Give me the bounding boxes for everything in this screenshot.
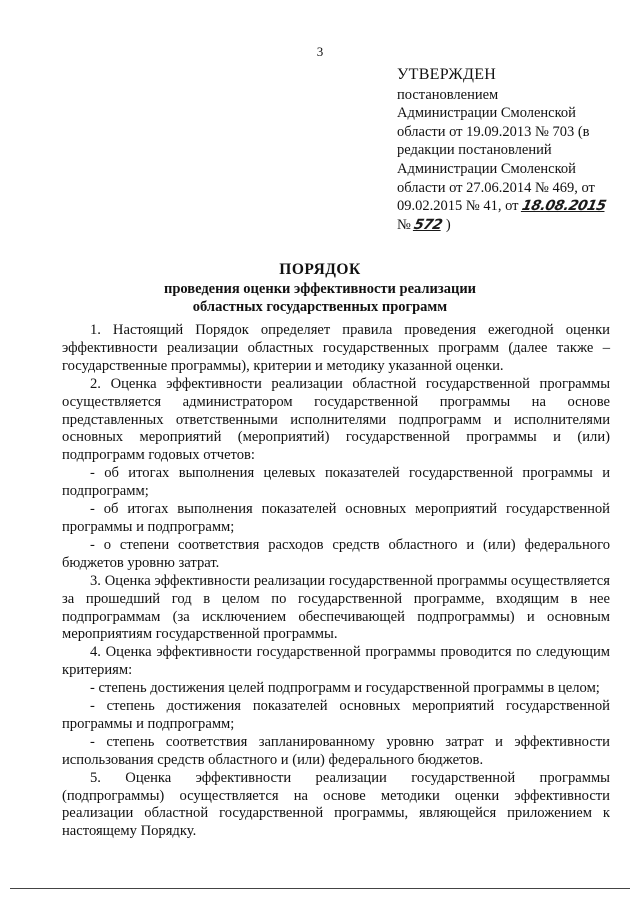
document-body bbox=[62, 322, 610, 841]
approval-heading: УТВЕРЖДЕН bbox=[397, 66, 497, 83]
approval-line-dated bbox=[397, 197, 627, 216]
approval-line: постановлением bbox=[397, 86, 499, 103]
paragraph-3: 3. Оценка эффективности реализации государственной программы осуществляется за прошедший год в целом по государственной программе, входящим в нее подпрограммам (за исключением обеспечивающей подпрограммы) и основным мероприятиям государственной программы. bbox=[62, 572, 610, 643]
number-sign: № bbox=[397, 216, 415, 233]
approval-line: области от 27.06.2014 № 469, от bbox=[397, 179, 595, 196]
paragraph-5: 5. Оценка эффективности реализации государственной программы (подпрограммы) осуществляется на основе методики оценки эффективности реализации областной государственной программы, являющейся приложением к настоящему Порядку. bbox=[62, 769, 610, 840]
approval-line: редакции постановлений bbox=[397, 142, 552, 159]
page-bottom-divider bbox=[10, 888, 630, 889]
document-subtitle-line: областных государственных программ bbox=[192, 299, 448, 315]
handwritten-number: 572 bbox=[412, 216, 444, 233]
approval-line-numbered bbox=[397, 216, 627, 235]
handwritten-date: 18.08.2015 bbox=[520, 198, 608, 215]
approval-line: области от 19.09.2013 № 703 (в bbox=[397, 123, 590, 140]
paragraph-2: 2. Оценка эффективности реализации областной государственной программы осуществляется администратором государственной программы на основе представленных ответственными исполнителями подпрограмм и исполнителями основных мероприятий (мероприятий) государственной программы и (или) подпрограмм годовых отчетов: bbox=[62, 375, 610, 464]
paragraph-4-item: - степень достижения целей подпрограмм и государственной программы в целом; bbox=[90, 680, 600, 697]
document-title-block bbox=[0, 260, 640, 316]
closing-paren: ) bbox=[442, 216, 451, 233]
paragraph-4-item: - степень соответствия запланированному уровню затрат и эффективности использования средств областного и (или) федерального бюджетов. bbox=[62, 733, 610, 768]
paragraph-1: 1. Настоящий Порядок определяет правила проведения ежегодной оценки эффективности реализации областных государственных программ (далее также – государственные программы), критерии и методику указанной оценки. bbox=[62, 322, 610, 374]
approval-line: Администрации Смоленской bbox=[397, 105, 576, 122]
document-subtitle-line: проведения оценки эффективности реализации bbox=[163, 281, 477, 297]
approval-line-prefix: 09.02.2015 № 41, от bbox=[397, 198, 523, 215]
page-number: 3 bbox=[316, 44, 324, 59]
document-title: ПОРЯДОК bbox=[279, 261, 361, 278]
paragraph-4-item: - степень достижения показателей основных мероприятий государственной программы и подпрограмм; bbox=[62, 698, 610, 732]
paragraph-2-item: - об итогах выполнения показателей основных мероприятий государственной программы и подпрограмм; bbox=[62, 501, 610, 535]
paragraph-2-item: - о степени соответствия расходов средств областного и (или) федерального бюджетов уровню затрат. bbox=[62, 536, 610, 571]
paragraph-2-item: - об итогах выполнения целевых показателей государственной программы и подпрограмм; bbox=[62, 465, 610, 500]
approval-line: Администрации Смоленской bbox=[397, 160, 576, 177]
paragraph-4: 4. Оценка эффективности государственной программы проводится по следующим критериям: bbox=[62, 644, 610, 679]
approval-stamp-block bbox=[397, 66, 627, 234]
